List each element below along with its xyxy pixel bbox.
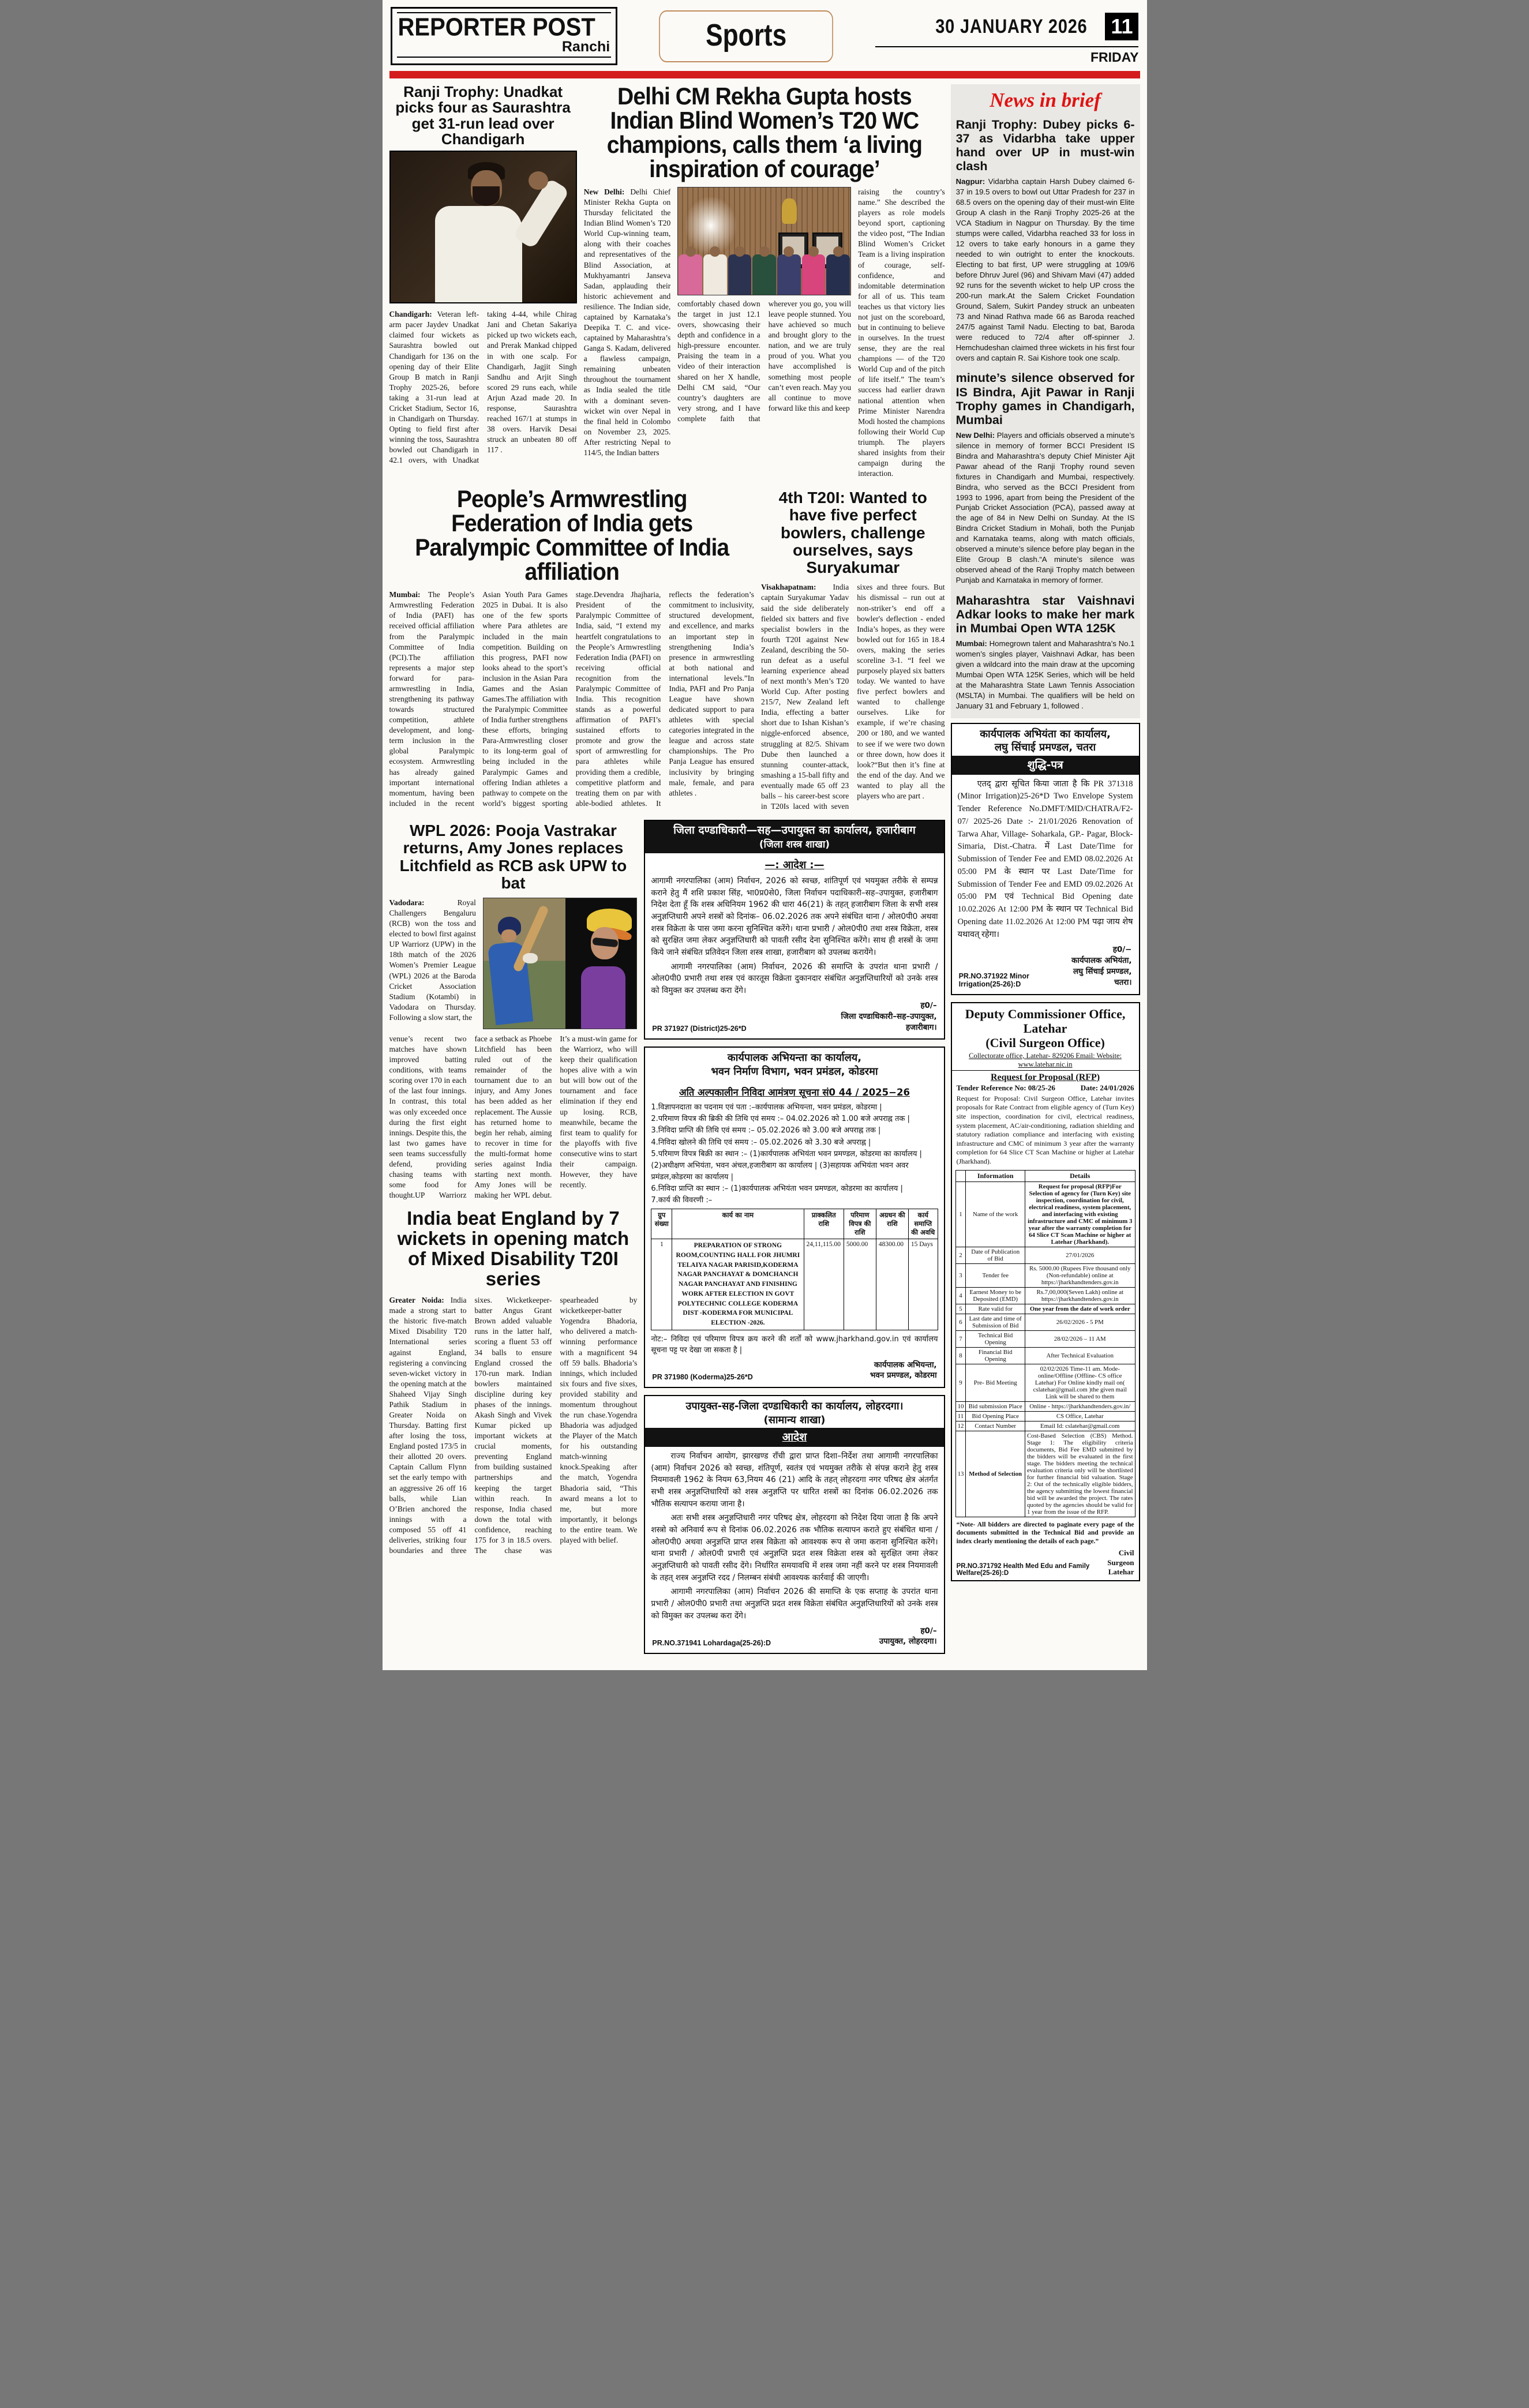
table-row: 13 Method of Selection Cost-Based Selection (CBS) Method. Stage 1: The eligibility criteria documents, Bid Fee EMD submitted by the bidders will be evaluated in the first stage. The bidders meeting the technical evaluation criteria only will be shortlisted for further financial bid valuation. Stage 2: Out of the technically eligible bidders, the agency submitting the lowest financial bid will be awarded the project. The rates quoted by the agencies should be valid for 1 year from the issue of the RFP. <box>955 1431 1135 1517</box>
table-row: 5 Rate valid for One year from the date of work order <box>955 1304 1135 1314</box>
brief-headline: Ranji Trophy: Dubey picks 6-37 as Vidarbha take upper hand over UP in must-win clash <box>955 118 1135 174</box>
pr-number: PR 371980 (Koderma)25-26*D <box>652 1373 753 1382</box>
dateline: Vadodara: <box>389 898 425 907</box>
article-headline: Delhi CM Rekha Gupta hosts Indian Blind Women’s T20 WC champions, calls them ‘a living inspiration of courage’ <box>606 82 922 182</box>
tender-title: अति अल्पकालीन निविदा आमंत्रण सूचना सं0 44 / 2025−26 <box>679 1087 910 1098</box>
article-headline: WPL 2026: Pooja Vastrakar returns, Amy Jones replaces Litchfield as RCB ask UPW to bat <box>399 822 627 892</box>
notice-chatra: कार्यपालक अभियंता का कार्यालय, लघु सिंचाई प्रमण्डल, चतरा शुद्धि-पत्र एतद् द्वारा सूचित किया जाता है कि PR 371318 (Minor Irrigation)25-26*D Two Envelope System Tender Reference No.DMFT/MID/CHATRA/F2-07/ 2025-26 Date :- 21/01/2026 Renovation of Tarwa Ahar, Village- Soharkala, GP.- Pagar, Block-Simaria, Dist.-Chatra. में Last Date/Time for Submission of Tender Fee and EMD 08.02.2026 At 05:00 PM के स्थान पर Last Date/Time for Submission of Tender Fee and EMD 09.02.2026 At 05:00 PM एवं Technical Bid Opening date 10.02.2026 At 12:00 PM के स्थान पर Technical Bid Opening date 11.02.2026 At 12:00 PM पढ़ा जाय शेष यथावत् रहेगा। PR.NO.371922 Minor Irrigation(25-26):D ह0/− कार्यपालक अभियंता, लघु सिंचाई प्रमण्डल, चतरा। <box>951 723 1140 995</box>
brief-headline: Maharashtra star Vaishnavi Adkar looks to make her mark in Mumbai Open WTA 125K <box>955 594 1135 636</box>
issue-date: 30 JANUARY 2026 <box>935 15 1088 37</box>
table-row: 10 Bid submission Place Online - https://jharkhandtenders.gov.in/ <box>955 1401 1135 1411</box>
tender-reference: Tender Reference No: 08/25-26 <box>956 1083 1055 1092</box>
page-number: 11 <box>1105 13 1138 40</box>
pr-number: PR.NO.371922 Minor Irrigation(25-26):D <box>958 972 1029 988</box>
brief-body: New Delhi: Players and officials observed a minute’s silence in memory of former BCCI President IS Bindra and Maharashtra’s deputy Chief Minister Ajit Pawar ahead of the Ranji Trophy round seven fixtures in Chandigarh and Mumbai, respectively. Bindra, who served as the BCCI President from 1993 to 1996, apart from being the President of the Punjab Cricket Association (PCA), passed away at the age of 84 in New Delhi on Sunday. At the IS Bindra Cricket Stadium in Mohali, both the Punjab and Karnataka teams, along with match officials, observed a minute’s silence before play began in the Elite Group B clash.“A minute’s silence was observed ahead of the Ranji Trophy match between Punjab and Karnataka in memory of former. <box>955 430 1135 585</box>
pr-number: PR.NO.371792 Health Med Edu and Family Welfare(25-26):D <box>956 1563 1090 1577</box>
player-portrait <box>565 898 636 1029</box>
table-row: 1 PREPARATION OF STRONG ROOM,COUNTING HALL FOR JHUMRI TELAIYA NAGAR PARISID,KODERMA NAGAR PANCHAYAT & DOMCHANCH NAGAR PANCHAYAT AND FINISHING WORK AFTER ELECTION IN GOVT POLYTECHNIC COLLEGE KODERMA DIST -KODERMA FOR MUNICIPAL ELECTION -2026. 24,11,115.00 5000.00 48300.00 15 Days <box>651 1239 938 1330</box>
brief-body: Mumbai: Homegrown talent and Maharashtra’s No.1 women’s singles player, Vaishnavi Adkar, has been given a wildcard into the main draw at the upcoming Mumbai Open WTA 125K Series, which will be held at the Maharashtra State Lawn Tennis Association (MSLTA) in Mumbai. The qualifiers will be held on January 31 and February 1, followed . <box>955 639 1135 711</box>
signatory: Civil Surgeon Latehar <box>1107 1548 1134 1576</box>
article-body-rest: venue’s recent two matches have shown improved batting conditions, with teams scoring over 170 in each of the last four innings. In contrast, this total was only exceeded once during the first eight innings. Despite this, the last two games have seen teams successfully defend, providing chasing teams with some food for thought.UP Warriorz face a setback as Phoebe Litchfield has been ruled out of the remainder of the tournament due to an injury, and Amy Jones has been added as her replacement. The Aussie has returned home to begin her rehab, aiming to recover in time for the multi-format home series against India starting next month. Amy Jones will be making her WPL debut. It’s a must-win game for the Warriorz, who will keep their qualification hopes alive with a win but will bow out of the tournament and face elimination if they end up losing. RCB, meanwhile, became the first team to qualify for the playoffs with five consecutive wins to start their campaign. However, they have recently. <box>389 1034 638 1200</box>
notice-koderma: कार्यपालक अभियन्ता का कार्यालय, भवन निर्माण विभाग, भवन प्रमंडल, कोडरमा अति अल्पकालीन निविदा आमंत्रण सूचना सं0 44 / 2025−26 1.विज्ञापनदाता का पदनाम एवं पता :–कार्यपालक अभियन्ता, भवन प्रमंडल, कोडरमा | 2.परिमाण विपत्र की ब्रिकी की तिथि एवं समय :– 04.02.2026 को 1.00 बजे अपराह्न तक | 3.निविदा प्राप्ति की तिथि एवं समय :– 05.02.2026 को 3.00 बजे अपराह्न तक | 4.निविदा खोलने की तिथि एवं समय :– 05.02.2026 को 3.30 बजे अपराह्न | 5.परिमाण विपत्र बिक्री का स्थान :– (1)कार्यपालक अभियंता भवन प्रमण्डल, कोडरमा का कार्यालय | (2)अधीक्षण अभियंता, भवन अंचल,हजारीबाग का कार्यालय | (3)सहायक अभियंता भवन अवर प्रमंडल,कोडरमा का कार्यालय | 6.निविदा प्राप्ति का स्थान :– (1)कार्यपालक अभियंता भवन प्रमण्डल, कोडरमा का कार्यालय | 7.कार्य की विवरणी :– ग्रुप संख्या कार्य का नाम प्राक्कलित राशि परिमाण विपत्र की राशि अग्रधन की राशि कार्य समाप्ति की अवधि 1 PREPARATION OF STRONG ROOM,COUNTING HALL FOR JHUMRI TELAIYA NAGAR PARISID,KODERMA NAGAR PANCHAYAT & DOMCHANCH NAGAR PANCHAYAT AND FINISHING WORK AFTER ELECTION IN GOVT POLYTECHNIC COLLEGE KODERMA DIST -KODERMA FOR MUNICIPAL ELECTION -2026. 24,11,115.00 5000.00 48300.00 15 Days नोट:– निविदा एवं परिमाण विपत्र क्रय करने की शर्तों को www.jharkhand.gov.in एवं कार्यालय सूचना पट्ट पर देखा जा सकता है | PR 371980 (Koderma)25-26*D कार्यपालक अभियन्ता, भवन प्रमण्डल, कोडरमा <box>644 1047 945 1388</box>
batter-figure <box>484 898 565 1029</box>
table-row: 2 Date of Publication of Bid 27/01/2026 <box>955 1247 1135 1263</box>
rfp-intro: Request for Proposal: Civil Surgeon Office, Latehar invites proposals for Rate Contract from eligible agency of (Turn Key) site inspection, coordination for civil, electrical readiness, system placement, AC/air-conditioning, radiation shielding and statutory radiation compliance and interfacing with existing infrastructure and CMC of minimum 3 year after the warranty completion for 64 Slice CT Scan Machine or higher at Latehar (Jharkhand). <box>956 1094 1134 1165</box>
article-wpl <box>389 822 638 1201</box>
emblem-icon <box>782 198 797 224</box>
table-row: 7 Technical Bid Opening 28/02/2026 – 11 AM <box>955 1330 1135 1347</box>
wpl-photo <box>483 898 637 1029</box>
notice-header: Deputy Commissioner Office, Latehar (Civil Surgeon Office) <box>965 1006 1126 1051</box>
article-headline: 4th T20I: Wanted to have five perfect bowlers, challenge ourselves, says Suryakumar <box>778 489 927 577</box>
order-banner: आदेश <box>645 1428 943 1447</box>
table-row: 3 Tender fee Rs. 5000.00 (Rupees Five thousand only (Non-refundable) online at https://jharkhandtenders.gov.in <box>955 1263 1135 1287</box>
news-in-brief-title: News in brief <box>990 89 1101 111</box>
article-body: Mumbai: The People’s Armwrestling Federation of India (PAFI) has received official affiliation from the Paralympic Committee of India (PCI).The affiliation represents a major step forward for para-armwrestling in India, strengthening its pathway towards structured competition, athlete development, and long-term inclusion in the global Paralympic ecosystem. Armwrestling has already gained important international momentum, having been included in the recent Asian Youth Para Games 2025 in Dubai. It is also one of the few sports where Para athletes are included in the main competition. Building on this progress, PAFI now looks ahead to the sport’s inclusion in the Asian Para Games and the Asian Games.The affiliation with the Paralympic Committee of India further strengthens these efforts, bringing Para-Armwrestling closer to its long-term goal of being included in the Paralympic Games and offering Indian athletes a pathway to compete on the world’s biggest sporting stage.Devendra Jhajharia, President of the Paralympic Committee of India, said, “I extend my heartfelt congratulations to the People’s Armwrestling Federation India (PAFI) on receiving official recognition from the Paralympic Committee of India. This recognition stands as a powerful affirmation of PAFI’s sustained efforts to promote and grow the sport of armwrestling for para athletes while providing them a credible, competitive platform and treating them on par with able-bodied athletes. It reflects the federation’s commitment to inclusivity, structured development, and excellence, and marks an important step in strengthening India’s presence in armwrestling at both national and international levels.”In India, PAFI and Pro Panja League have shown dedicated support to para athletes with special categories integrated in the league and across state championships. The Pro Panja League has ensured inclusivity by bringing male, female, and para athletes . <box>389 590 754 808</box>
dateline: Mumbai: <box>955 639 987 648</box>
notice-header: जिला दण्डाधिकारी—सह—उपायुक्त का कार्यालय, हजारीबाग (जिला शस्त्र शाखा) <box>645 821 943 853</box>
table-row: 4 Earnest Money to be Deposited (EMD) Rs.7,00,000(Seven Lakh) online at https://jharkhandtenders.gov.in <box>955 1287 1135 1304</box>
notice-header: उपायुक्त-सह-जिला दण्डाधिकारी का कार्यालय, लोहरदगा। (सामान्य शाखा) <box>685 1400 904 1426</box>
table-row: 9 Pre- Bid Meeting 02/02/2026 Time-11 am. Mode-online/Offline (Offline- CS office Latehar) For Online kindly mail on( cslatehar@gmail.com )the given mail Link will be shared to them <box>955 1364 1135 1401</box>
signatory: ह0/– उपायुक्त, लोहरदगा। <box>879 1626 937 1646</box>
dateline: Visakhapatnam: <box>760 583 816 592</box>
edition-city: Ranchi <box>561 39 610 55</box>
dateline: New Delhi: <box>955 430 995 440</box>
table-row: 8 Financial Bid Opening After Technical Evaluation <box>955 1347 1135 1364</box>
signatory: ह0/− कार्यपालक अभियंता, लघु सिंचाई प्रमण्डल, चतरा। <box>1071 945 1132 987</box>
newspaper-page <box>383 0 1147 1670</box>
table-row: 6 Last date and time of Submission of Bid 26/02/2026 - 5 PM <box>955 1314 1135 1330</box>
article-col4: raising the country’s name.” She described the players as role models beyond sport, captioning the video post, “The Indian Blind Women’s Cricket Team is a living inspiration of courage, self-confidence, and indomitable determination for all of us. This team teaches us that victory lies not just on the scoreboard, but in continuing to believe in ourselves. In the truest sense, they are the real champions — of the T20 World Cup and of the pitch of life itself.” The team’s success had earlier drawn national attention when Prime Minister Narendra Modi hosted the champions following their World Cup triumph. The players shared insights from their campaign during the interaction. <box>858 187 945 478</box>
newspaper-title: REPORTER POST <box>398 13 595 42</box>
article-ranji-unadkat <box>389 84 577 479</box>
signatory: ह0/– जिला दण्डाधिकारी–सह–उपायुक्त, हजारीबाग। <box>841 1000 937 1032</box>
article-t20i <box>761 487 945 812</box>
pr-number: PR 371927 (District)25-26*D <box>652 1025 747 1033</box>
brief-headline: minute’s silence observed for IS Bindra, Ajit Pawar in Ranji Trophy games in Chandigarh, Mumbai <box>955 371 1135 427</box>
pr-number: PR.NO.371941 Lohardaga(25-26):D <box>652 1639 771 1648</box>
masthead <box>389 5 1140 67</box>
red-divider <box>389 71 1140 78</box>
article-col1: Vadodara: Royal Challengers Bengaluru (RCB) won the toss and elected to bowl first against UP Warriorz (UPW) in the 18th match of the 2026 Women’s Premier League (WPL) 2026 at the Baroda Cricket Association Stadium (Kotambi) in Vadodara on Thursday. Following a slow start, the <box>389 898 476 1022</box>
notice-lohardaga: उपायुक्त-सह-जिला दण्डाधिकारी का कार्यालय, लोहरदगा। (सामान्य शाखा) आदेश राज्य निर्वाचन आयोग, झारखण्ड राँची द्वारा प्राप्त दिशा–निर्देश तथा आगामी नगरपालिका (आम) निर्वाचन 2026 को स्वच्छ, शंतिपूर्ण, स्वतंत्र एवं भयमुक्त तरीके से संपन्न कराने हेतु शस्त्र नियमावली 1962 के नियम 63,नियम 46 (21) आदि के तहत् लोहरदगा नगर परिषद क्षेत्र अंतर्गत सभी शस्त्र अनुज्ञप्तिधारियों को शस्त्र अनुज्ञप्ति पर धारित शस्त्रों का दिनांक 06.02.2026 तक भौतिक सत्यापन कराया जाना है। अतः सभी शस्त्र अनुज्ञप्तिधारी नगर परिषद क्षेत्र, लोहरदगा को निदेश दिया जाता है कि अपने शस्त्रो को अनिवार्य रूप से दिनांक 06.02.2026 तक भौतिक सत्यापन कराते हुए संबंधित थाना / ओल0पी0 अथवा अनुज्ञप्ति प्राप्त शस्त्र विक्रेता को आवश्यक रूप से जमा कराना सुनिश्चित करेंगे। थाना प्रभारी / ओल0पी प्रभारी एवं अनुज्ञप्ति प्रदत शस्त्र विक्रेता शस्त्र को सुरक्षित जमा लेकर अनुज्ञप्तिधारी को पावती रसीद देंगे। निर्धारित समयावधि में शस्त्र जमा नहीं करने पर शस्त्र नियमावली के तहत् शस्त्र अनुज्ञप्ति रदद / निलम्बन संबंधी आवश्यक कार्रवाई की जाएगी। आगामी नगरपालिका (आम) निर्वाचन 2026 की समाप्ति के एक सप्ताह के उपरांत थाना प्रभारी / ओल0पी0 प्रभारी तथा अनुज्ञप्ति प्रदत शस्त्र विक्रेता संबंधित अनुज्ञप्तिधारियों को उनके शस्त्र को विमुक्त कर उपलब्ध करा देंगे। PR.NO.371941 Lohardaga(25-26):D ह0/– उपायुक्त, लोहरदगा। <box>644 1395 945 1654</box>
order-title: —: आदेश :— <box>765 858 825 871</box>
brief-body: Nagpur: Vidarbha captain Harsh Dubey claimed 6-37 in 19.5 overs to bowl out Uttar Pradesh for 237 in 68.5 overs on the opening day of their must-win Elite Group A clash in the Ranji Trophy 2025-26 at the VCA Stadium in Nagpur on Thursday. By the time stumps were called, Vidarbha reached 33 for loss in 12 overs to take early honours in a game they needed to win outright to enter the knockouts. Electing to bat first, UP were struggling at 109/6 before Dhruv Jurel (96) and Shivam Mavi (47) added 92 runs for the seventh wicket to help UP cross the 200-run mark.At the Salem Cricket Foundation Ground, Salem, Sukirt Pandey struck an unbeaten 73 and Ninad Rathva made 66 as Baroda reached 247/5 against Tamil Nadu. Electing to bat, Baroda were reduced to 72/4 after off-spinner J. Hemchudeshan claimed three wickets in his first four overs and captain R. Sai Kishore took one scalp. <box>955 177 1135 362</box>
article-headline: India beat England by 7 wickets in opening match of Mixed Disability T20I series <box>397 1207 629 1290</box>
felicitation-photo <box>677 187 851 295</box>
article-body: Visakhapatnam: India captain Suryakumar Yadav said the side deliberately fielded six batters and five specialist bowlers in the fourth T20I against New Zealand, describing the 50-run defeat as a useful learning experience ahead of next month’s Men’s T20 World Cup. After posting 215/7, New Zealand left India, effecting a batter short due to Ishan Kishan’s niggle-enforced absence, struggling at 82/5. Shivam Dube then launched a stunning counter-attack, smashing a 15-ball fifty and eventually made 65 off 23 balls – his career-best score in T20Is laced with seven sixes and three fours. But his dismissal – run out at non-striker’s end off a bowler's deflection - ended India’s hopes, as they were bowled out for 165 in 18.4 overs, making the series scoreline 3-1. “I feel we purposely played six batters today. We wanted to have five perfect bowlers and wanted to challenge ourselves. Like for example, if we’re chasing 200 or 180, and we wanted to see if we were two down or three down, how does it look?“But then it’s fine at the end of the day. And we wanted to play all the players who are part . <box>760 583 945 811</box>
unadkat-photo <box>389 151 577 303</box>
table-row: 11 Bid Opening Place CS Office, Latehar <box>955 1411 1135 1421</box>
section-badge: Sports <box>659 10 833 62</box>
article-col-mid: comfortably chased down the target in just 12.1 overs, showcasing their depth and confidence in a high-pressure encounter. Praising the team in a video of their interaction shared on her X handle, Delhi CM said, “Our country’s daughters are very strong, and I have complete faith that wherever you go, you will leave people stunned. You have achieved so much and brought glory to the nation, and we are truly proud of you. What you have accomplished is something most people can’t even reach. May you all continue to move forward like this and keep <box>677 299 852 423</box>
dateline: Mumbai: <box>389 590 421 599</box>
newspaper-logo <box>391 7 618 65</box>
table-row: 12 Contact Number Email Id: cslatehar@gmail.com <box>955 1421 1135 1431</box>
tender-date: Date: 24/01/2026 <box>1080 1083 1134 1092</box>
article-headline: Ranji Trophy: Unadkat picks four as Saurashtra get 31-run lead over Chandigarh <box>395 83 571 148</box>
article-delhi-cm <box>584 84 945 479</box>
notice-header: कार्यपालक अभियंता का कार्यालय, लघु सिंचाई प्रमण्डल, चतरा <box>980 727 1111 754</box>
article-headline: People’s Armwrestling Federation of India gets Paralympic Committee of India affiliation <box>414 485 729 586</box>
article-india-england <box>389 1209 638 1556</box>
tender-works-table: ग्रुप संख्या कार्य का नाम प्राक्कलित राशि परिमाण विपत्र की राशि अग्रधन की राशि कार्य समाप्ति की अवधि 1 PREPARATION OF STRONG ROOM,COUNTING HALL FOR JHUMRI TELAIYA NAGAR PARISID,KODERMA NAGAR PANCHAYAT & DOMCHANCH NAGAR PANCHAYAT AND FINISHING WORK AFTER ELECTION IN GOVT POLYTECHNIC COLLEGE KODERMA DIST -KODERMA FOR MUNICIPAL ELECTION -2026. 24,11,115.00 5000.00 48300.00 15 Days <box>651 1209 938 1330</box>
article-col1: New Delhi: Delhi Chief Minister Rekha Gupta on Thursday felicitated the Indian Blind Women’s T20 World Cup-winning team, along with their coaches and representatives of the Blind Association, at Mukhyamantri Janseva Sadan, applauding their historic achievement and resilience. The Indian side, captained by Karnataka’s Deepika T. C. and vice-captained by Maharashtra’s Ganga S. Kadam, delivered a flawless campaign, remaining unbeaten throughout the tournament as India sealed the title with a dominant seven-wicket win over Nepal in the final held in Colombo on November 23, 2025. After restricting Nepal to 114/5, the Indian batters <box>583 187 671 457</box>
article-armwrestling <box>389 487 754 812</box>
corrigendum-banner: शुद्धि-पत्र <box>952 756 1139 775</box>
dateline: Chandigarh: <box>389 310 432 319</box>
notice-header: कार्यपालक अभियन्ता का कार्यालय, भवन निर्माण विभाग, भवन प्रमंडल, कोडरमा <box>711 1052 878 1078</box>
team-group <box>678 247 850 295</box>
table-row: 1 Name of the work Request for proposal (RFP)For Selection of agency for (Turn Key) site inspection, coordination for civil, electrical readiness, system placement, and interfacing with existing infrastructure and CMC of minimum 3 year after the warranty completion for 64 Slice CT Scan Machine or higher at Latehar (Jharkhand). <box>955 1182 1135 1247</box>
dateline: New Delhi: <box>583 187 625 196</box>
rfp-title: Request for Proposal (RFP) <box>990 1072 1100 1082</box>
dateline: Nagpur: <box>955 177 985 186</box>
issue-day: FRIDAY <box>875 46 1139 65</box>
article-body: Greater Noida: India made a strong start to the historic five-match Mixed Disability T20 International series against England, registering a convincing seven-wicket victory in the opening match at the Shaheed Vijay Singh Pathik Stadium in Greater Noida on Thursday. Batting first after losing the toss, England posted 173/5 in their allotted 20 overs. Captain Callum Flynn set the early tempo with an aggressive 26 off 16 balls, while Lian O’Brien anchored the innings with a composed 55 off 41 deliveries, striking four boundaries and three sixes. Wicketkeeper-batter Angus Grant Brown added valuable runs in the latter half, scoring a fluent 53 off 34 balls to ensure England crossed the 170-run mark. Indian bowlers maintained discipline during key phases of the innings. Akash Singh and Vivek Kumar picked up important wickets at crucial moments, preventing England from building sustained partnerships and keeping the target within reach. In response, India chased down the total with confidence, reaching 175 for 3 in 18.5 overs. The chase was spearheaded by wicketkeeper-batter Yogendra Bhadoria, who delivered a match-winning performance with a magnificent 94 off 59 balls. Bhadoria’s innings, which included six fours and five sixes, provided stability and momentum throughout the run chase.Yogendra Bhadoria was adjudged the Player of the Match for his outstanding match-winning knock.Speaking after the match, Yogendra Bhadoria said, “This award means a lot to me, but more importantly, it belongs to the entire team. We played with belief. <box>389 1296 638 1555</box>
news-in-brief <box>951 84 1140 718</box>
dateline: Greater Noida: <box>389 1296 444 1305</box>
rfp-table: Information Details 1 Name of the work Request for proposal (RFP)For Selection of agency for (Turn Key) site inspection, coordination for civil, electrical readiness, system placement, and interfacing with existing infrastructure and CMC of minimum 3 year after the warranty completion for 64 Slice CT Scan Machine or higher at Latehar (Jharkhand). 2 Date of Publication of Bid 27/01/2026 3 Tender fee Rs. 5000.00 (Rupees Five thousand only (Non-refundable) online at https://jharkhandtenders.gov.in 4 Earnest Money to be Deposited (EMD) Rs.7,00,000(Seven Lakh) online at https://jharkhandtenders.gov.in 5 Rate valid for One year from the date of work order 6 Last date and time of Submission of Bid 26/02/2026 - 5 PM 7 Technical Bid Opening 28/02/2026 – 11 AM 8 Financial Bid Opening After Technical Evaluation 9 Pre- Bid Meeting 02/02/2026 Time-11 am. Mode-online/Offline (Offline- CS office Latehar) For Online kindly mail on( cslatehar@gmail.com )the given mail Link will be shared to them 10 Bid submission Place Online - https://jharkhandtenders.gov.in/ 11 Bid Opening Place CS Office, Latehar 12 Contact Number Email Id: cslatehar@gmail.com 13 Method of Selection Cost-Based Selection (CBS) Method. Stage 1: The eligibility criteria documents, Bid Fee EMD submitted by the bidders will be evaluated in the first stage. The bidders meeting the technical evaluation criteria only will be shortlisted for further financial bid valuation. Stage 2: Out of the technically eligible bidders, the agency submitting the lowest financial bid will be awarded the project. The rates quoted by the agencies should be valid for 1 year from the issue of the RFP. <box>955 1170 1135 1517</box>
signatory: कार्यपालक अभियन्ता, भवन प्रमण्डल, कोडरमा <box>870 1360 937 1381</box>
notice-latehar-rfp <box>951 1002 1140 1581</box>
office-address: Collectorate office, Latehar- 829206 Email: Website: www.latehar.nic.in <box>952 1051 1139 1071</box>
rfp-note: “Note- All bidders are directed to paginate every page of the documents submitted in the Technical Bid and provide an index clearly mentioning the details of each page.” <box>956 1521 1134 1546</box>
article-body: Chandigarh: Veteran left-arm pacer Jaydev Unadkat claimed four wickets as Saurashtra bowled out Chandigarh for 136 on the opening day of their Elite Group B match in Ranji Trophy 2025-26, before taking a 31-run lead at Cricket Stadium, Sector 16, in Chandigarh on Thursday. Opting to field first after winning the toss, Saurashtra bowled out Chandigarh in 42.1 overs, with Unadkat taking 4-44, while Chirag Jani and Chetan Sakariya picked up two wickets each, and Prerak Mankad chipped in with one scalp. For Chandigarh, Jagjit Singh Sandhu and Arjit Singh scored 29 runs each, while Arjun Azad made 20. In response, Saurashtra reached 167/1 at stumps in 38 overs. Harvik Desai struck an unbeaten 80 off 117 . <box>389 310 577 465</box>
notice-hazaribagh: जिला दण्डाधिकारी—सह—उपायुक्त का कार्यालय, हजारीबाग (जिला शस्त्र शाखा) —: आदेश :— आगामी नगरपालिका (आम) निर्वाचन, 2026 को स्वच्छ, शांतिपूर्ण एवं भयमुक्त तरीके से सम्पन्न कराने हेतु मैं शशि प्रकाश सिंह, भा0प्र0से0, जिला निर्वाचन पदाधिकारी–सह–उपायुक्त, हजारीबाग निदेश देता हूँ कि शस्त्र अधिनियम 1962 की धारा 46(21) के तहत् हजारीबाग जिला के सभी शस्त्र अनुज्ञप्तिधारी अपने शस्त्रों को दिनांक– 06.02.2026 तक अपने संबंधित थाना / ओल0पी0 अथवा शस्त्र विक्रेता के पास जमा करना सुनिश्चित करेंगे। थाना प्रभारी / ओल0पी0 तथा शस्त्र विक्रेता, शस्त्र को सुरक्षित जमा लेकर अनुज्ञप्तिधारी को पावती रसीद देना सुनिश्चित करेंगे। साथ ही शस्त्रों के जमा किये जाने संबंधित प्रतिवेदन जिला शस्त्र शाखा, हजारीबाग को उपलब्ध करायेंगे। आगामी नगरपालिका (आम) निर्वाचन, 2026 की समाप्ति के उपरांत थाना प्रभारी / ओल0पी0 प्रभारी तथा शस्त्र एवं कारतूस विक्रेता दुकानदार संबंधित अनुज्ञप्तिधारियों को उनके शस्त्र को विमुक्त कर उपलब्ध करा देंगे। PR 371927 (District)25-26*D ह0/– जिला दण्डाधिकारी–सह–उपायुक्त, हजारीबाग। <box>644 820 945 1040</box>
